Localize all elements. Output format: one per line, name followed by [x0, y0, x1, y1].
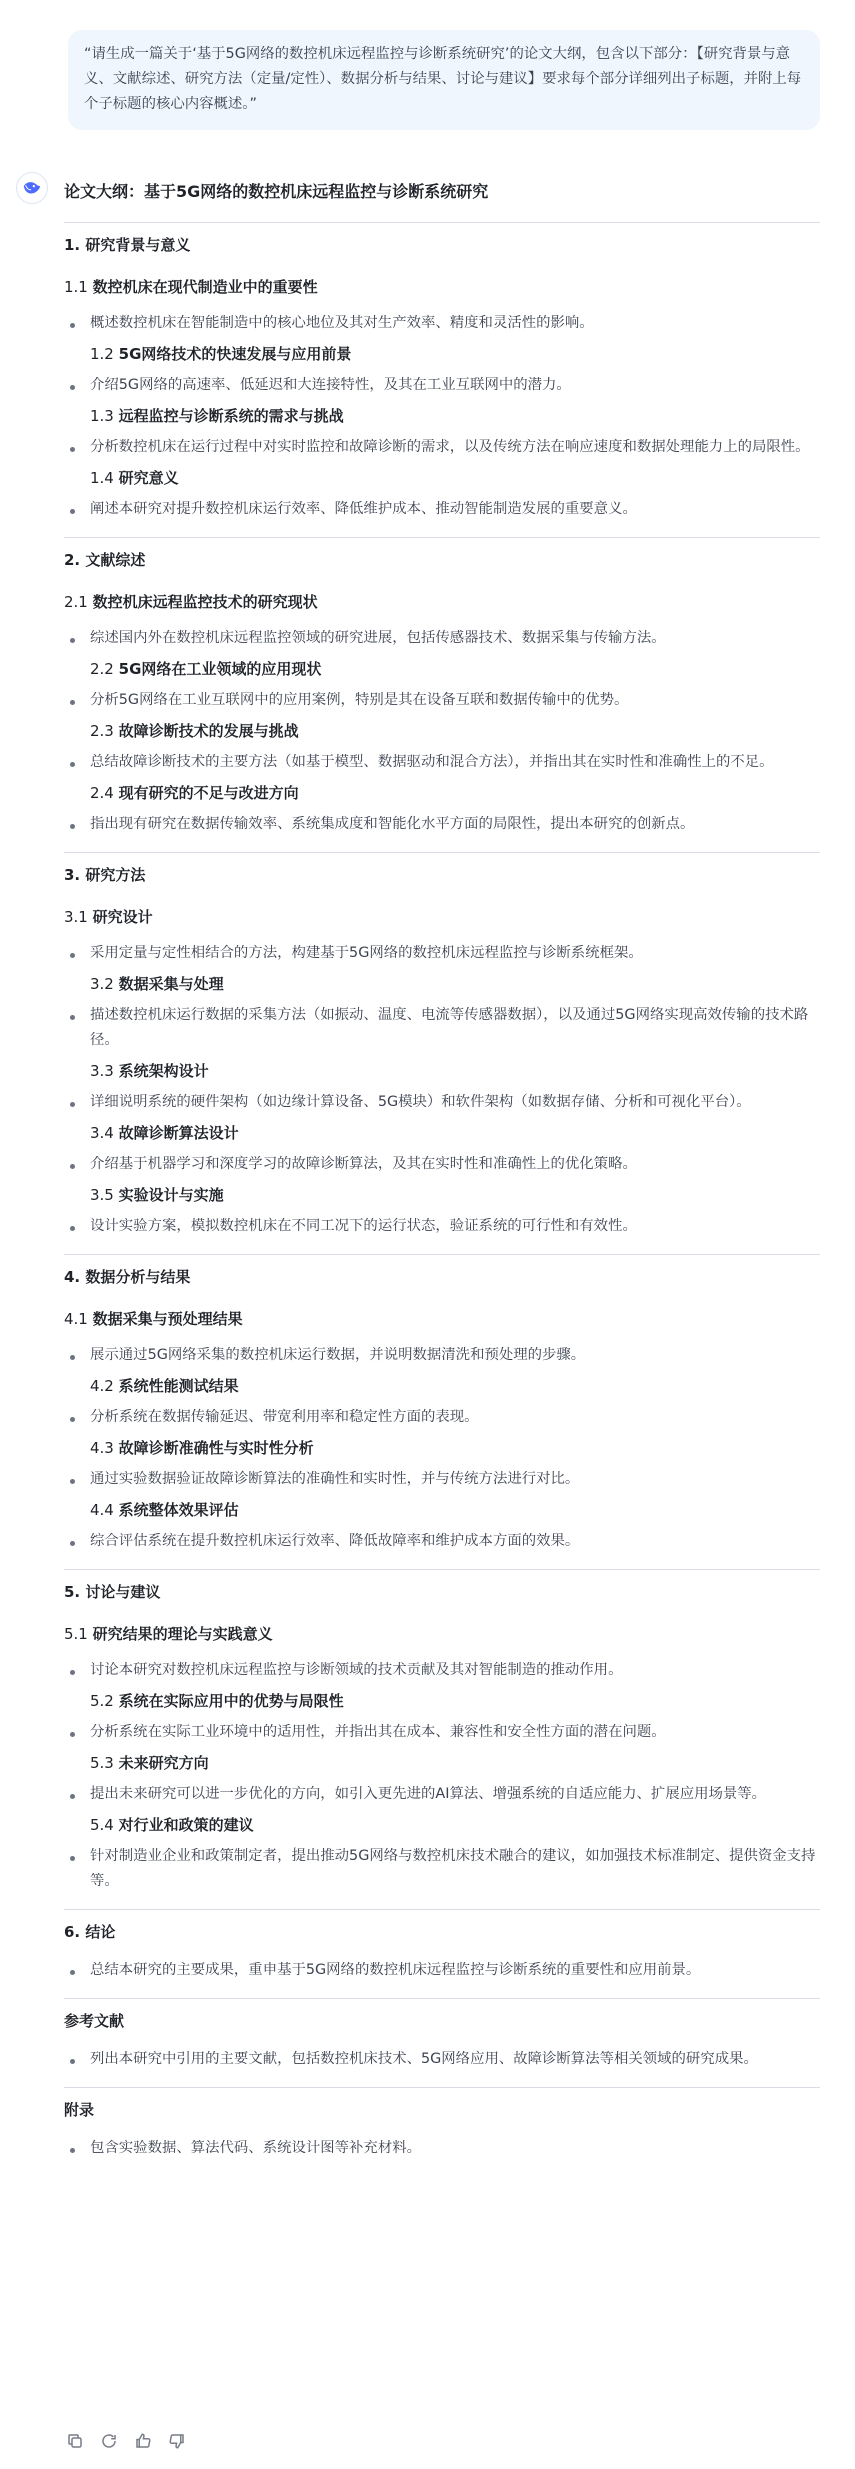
- list-item: [64, 493, 820, 525]
- bullet-icon: [70, 1794, 75, 1799]
- bullet-icon: [70, 953, 75, 958]
- subsection-heading: [64, 582, 820, 622]
- bullet-icon: [70, 638, 75, 643]
- subsection-heading: [64, 401, 820, 431]
- item-text: 指出现有研究在数据传输效率、系统集成度和智能化水平方面的局限性，提出本研究的创新点。: [90, 816, 695, 832]
- item-text: 通过实验数据验证故障诊断算法的准确性和实时性，并与传统方法进行对比。: [90, 1471, 580, 1487]
- list-item: [64, 369, 820, 401]
- subsection-title: 研究结果的理论与实践意义: [92, 1625, 273, 1643]
- subsection-title: 5G网络技术的快速发展与应用前景: [118, 345, 352, 363]
- subsection-title: 系统架构设计: [118, 1062, 209, 1080]
- list-item: [64, 1086, 820, 1118]
- subsection-heading: [64, 969, 820, 999]
- subsection-number: 5.4: [90, 1816, 114, 1834]
- answer-title: 论文大纲：基于5G网络的数控机床远程监控与诊断系统研究: [64, 182, 489, 201]
- list-item: [64, 1716, 820, 1748]
- section-heading: 5. 讨论与建议: [64, 1583, 161, 1601]
- list-item: [64, 1210, 820, 1242]
- item-text: 提出未来研究可以进一步优化的方向，如引入更先进的AI算法、增强系统的自适应能力、扩展应用场景等。: [90, 1786, 767, 1802]
- item-text: 采用定量与定性相结合的方法，构建基于5G网络的数控机床远程监控与诊断系统框架。: [90, 945, 643, 961]
- subsection-number: 2.3: [90, 722, 114, 740]
- user-message-text: “请生成一篇关于‘基于5G网络的数控机床远程监控与诊断系统研究’的论文大纲，包含以下部分：【研究背景与意义、文献综述、研究方法（定量/定性）、数据分析与结果、讨论与建议】要求每个部分详细列出子标题，并附上每个子标题的核心内容概述。”: [84, 46, 802, 112]
- subsection-number: 2.4: [90, 784, 114, 802]
- subsection-number: 4.1: [64, 1310, 88, 1328]
- subsection-heading: [64, 716, 820, 746]
- subsection-title: 5G网络在工业领域的应用现状: [118, 660, 322, 678]
- subsection-title: 数据采集与预处理结果: [92, 1310, 243, 1328]
- subsection-heading: [64, 1810, 820, 1840]
- item-text: 讨论本研究对数控机床远程监控与诊断领域的技术贡献及其对智能制造的推动作用。: [90, 1662, 623, 1678]
- subsection-title: 研究意义: [118, 469, 179, 487]
- subsection-heading: [64, 654, 820, 684]
- list-item: [64, 1778, 820, 1810]
- subsection-title: 故障诊断算法设计: [118, 1124, 239, 1142]
- bullet-icon: [70, 1164, 75, 1169]
- item-text: 介绍5G网络的高速率、低延迟和大连接特性，及其在工业互联网中的潜力。: [90, 377, 571, 393]
- list-item: [64, 1401, 820, 1433]
- subsection-number: 2.1: [64, 593, 88, 611]
- bullet-icon: [70, 1226, 75, 1231]
- list-item: [64, 1840, 820, 1897]
- list-item: [64, 2132, 820, 2164]
- item-text: 总结故障诊断技术的主要方法（如基于模型、数据驱动和混合方法），并指出其在实时性和准确性上的不足。: [90, 754, 774, 770]
- bullet-icon: [70, 2148, 75, 2153]
- list-item: [64, 622, 820, 654]
- item-text: 介绍基于机器学习和深度学习的故障诊断算法，及其在实时性和准确性上的优化策略。: [90, 1156, 637, 1172]
- subsection-title: 现有研究的不足与改进方向: [118, 784, 299, 802]
- bullet-icon: [70, 1479, 75, 1484]
- subsection-heading: [64, 1299, 820, 1339]
- list-item: [64, 1954, 820, 1986]
- list-item: [64, 746, 820, 778]
- list-item: [64, 1339, 820, 1371]
- subsection-heading: [64, 897, 820, 937]
- item-text: 总结本研究的主要成果，重申基于5G网络的数控机床远程监控与诊断系统的重要性和应用前景。: [90, 1962, 701, 1978]
- subsection-number: 5.3: [90, 1754, 114, 1772]
- subsection-number: 5.1: [64, 1625, 88, 1643]
- list-item: [64, 937, 820, 969]
- bullet-icon: [70, 1015, 75, 1020]
- section-heading: 3. 研究方法: [64, 866, 146, 884]
- list-item: [64, 1463, 820, 1495]
- bullet-icon: [70, 1732, 75, 1737]
- list-item: [64, 2043, 820, 2075]
- subsection-heading: [64, 778, 820, 808]
- bullet-icon: [70, 1355, 75, 1360]
- list-item: [64, 1148, 820, 1180]
- section-heading: 附录: [64, 2101, 95, 2119]
- thumbs-down-icon[interactable]: [166, 2430, 188, 2452]
- subsection-title: 系统在实际应用中的优势与局限性: [118, 1692, 344, 1710]
- bullet-icon: [70, 447, 75, 452]
- subsection-title: 系统整体效果评估: [118, 1501, 239, 1519]
- answer-body: [64, 222, 820, 2164]
- section-heading: 参考文献: [64, 2012, 125, 2030]
- subsection-number: 4.2: [90, 1377, 114, 1395]
- subsection-heading: [64, 1686, 820, 1716]
- list-item: [64, 1525, 820, 1557]
- bullet-icon: [70, 1102, 75, 1107]
- item-text: 详细说明系统的硬件架构（如边缘计算设备、5G模块）和软件架构（如数据存储、分析和可视化平台）。: [90, 1094, 751, 1110]
- bullet-icon: [70, 385, 75, 390]
- item-text: 列出本研究中引用的主要文献，包括数控机床技术、5G网络应用、故障诊断算法等相关领域的研究成果。: [90, 2051, 758, 2067]
- subsection-heading: [64, 1118, 820, 1148]
- subsection-title: 数据采集与处理: [118, 975, 224, 993]
- subsection-heading: [64, 1614, 820, 1654]
- subsection-title: 故障诊断技术的发展与挑战: [118, 722, 299, 740]
- subsection-title: 系统性能测试结果: [118, 1377, 239, 1395]
- subsection-number: 3.5: [90, 1186, 114, 1204]
- bullet-icon: [70, 509, 75, 514]
- subsection-heading: [64, 1180, 820, 1210]
- section-heading: 4. 数据分析与结果: [64, 1268, 191, 1286]
- subsection-heading: [64, 1748, 820, 1778]
- item-text: 分析系统在实际工业环境中的适用性，并指出其在成本、兼容性和安全性方面的潜在问题。: [90, 1724, 666, 1740]
- subsection-heading: [64, 463, 820, 493]
- list-item: [64, 431, 820, 463]
- user-message-bubble: [68, 30, 820, 130]
- subsection-title: 实验设计与实施: [118, 1186, 224, 1204]
- subsection-heading: [64, 339, 820, 369]
- item-text: 分析系统在数据传输延迟、带宽利用率和稳定性方面的表现。: [90, 1409, 479, 1425]
- bullet-icon: [70, 1541, 75, 1546]
- item-text: 分析数控机床在运行过程中对实时监控和故障诊断的需求，以及传统方法在响应速度和数据处理能力上的局限性。: [90, 439, 810, 455]
- subsection-number: 1.2: [90, 345, 114, 363]
- subsection-number: 2.2: [90, 660, 114, 678]
- section-heading: 1. 研究背景与意义: [64, 236, 191, 254]
- subsection-number: 3.1: [64, 908, 88, 926]
- list-item: [64, 1654, 820, 1686]
- subsection-title: 远程监控与诊断系统的需求与挑战: [118, 407, 344, 425]
- subsection-title: 故障诊断准确性与实时性分析: [118, 1439, 314, 1457]
- subsection-title: 数控机床在现代制造业中的重要性: [92, 278, 318, 296]
- section-heading: 6. 结论: [64, 1923, 116, 1941]
- item-text: 概述数控机床在智能制造中的核心地位及其对生产效率、精度和灵活性的影响。: [90, 315, 594, 331]
- subsection-number: 1.1: [64, 278, 88, 296]
- subsection-number: 3.2: [90, 975, 114, 993]
- item-text: 针对制造业企业和政策制定者，提出推动5G网络与数控机床技术融合的建议，如加强技术标准制定、提供资金支持等。: [90, 1848, 816, 1889]
- bullet-icon: [70, 1417, 75, 1422]
- bullet-icon: [70, 1670, 75, 1675]
- bullet-icon: [70, 1856, 75, 1861]
- bullet-icon: [70, 824, 75, 829]
- subsection-number: 3.3: [90, 1062, 114, 1080]
- subsection-heading: [64, 1371, 820, 1401]
- copy-icon[interactable]: [64, 2430, 86, 2452]
- item-text: 描述数控机床运行数据的采集方法（如振动、温度、电流等传感器数据），以及通过5G网络实现高效传输的技术路径。: [90, 1007, 809, 1048]
- subsection-title: 研究设计: [92, 908, 153, 926]
- assistant-header: [16, 172, 48, 204]
- subsection-heading: [64, 1433, 820, 1463]
- bullet-icon: [70, 1970, 75, 1975]
- section-heading: 2. 文献综述: [64, 551, 146, 569]
- thumbs-up-icon[interactable]: [132, 2430, 154, 2452]
- subsection-title: 数控机床远程监控技术的研究现状: [92, 593, 318, 611]
- message-actions: [64, 2430, 188, 2452]
- bullet-icon: [70, 2059, 75, 2064]
- item-text: 展示通过5G网络采集的数控机床运行数据，并说明数据清洗和预处理的步骤。: [90, 1347, 586, 1363]
- subsection-heading: [64, 1495, 820, 1525]
- subsection-number: 4.4: [90, 1501, 114, 1519]
- subsection-number: 4.3: [90, 1439, 114, 1457]
- subsection-number: 5.2: [90, 1692, 114, 1710]
- item-text: 设计实验方案，模拟数控机床在不同工况下的运行状态，验证系统的可行性和有效性。: [90, 1218, 637, 1234]
- list-item: [64, 307, 820, 339]
- item-text: 包含实验数据、算法代码、系统设计图等补充材料。: [90, 2140, 421, 2156]
- list-item: [64, 999, 820, 1056]
- assistant-logo-icon: [16, 172, 48, 204]
- subsection-heading: [64, 1056, 820, 1086]
- bullet-icon: [70, 323, 75, 328]
- item-text: 综合评估系统在提升数控机床运行效率、降低故障率和维护成本方面的效果。: [90, 1533, 580, 1549]
- bullet-icon: [70, 700, 75, 705]
- list-item: [64, 808, 820, 840]
- item-text: 阐述本研究对提升数控机床运行效率、降低维护成本、推动智能制造发展的重要意义。: [90, 501, 637, 517]
- subsection-title: 对行业和政策的建议: [118, 1816, 254, 1834]
- item-text: 综述国内外在数控机床远程监控领域的研究进展，包括传感器技术、数据采集与传输方法。: [90, 630, 666, 646]
- regenerate-icon[interactable]: [98, 2430, 120, 2452]
- subsection-number: 1.4: [90, 469, 114, 487]
- item-text: 分析5G网络在工业互联网中的应用案例，特别是其在设备互联和数据传输中的优势。: [90, 692, 629, 708]
- subsection-number: 1.3: [90, 407, 114, 425]
- subsection-heading: [64, 267, 820, 307]
- subsection-number: 3.4: [90, 1124, 114, 1142]
- bullet-icon: [70, 762, 75, 767]
- subsection-title: 未来研究方向: [118, 1754, 209, 1772]
- list-item: [64, 684, 820, 716]
